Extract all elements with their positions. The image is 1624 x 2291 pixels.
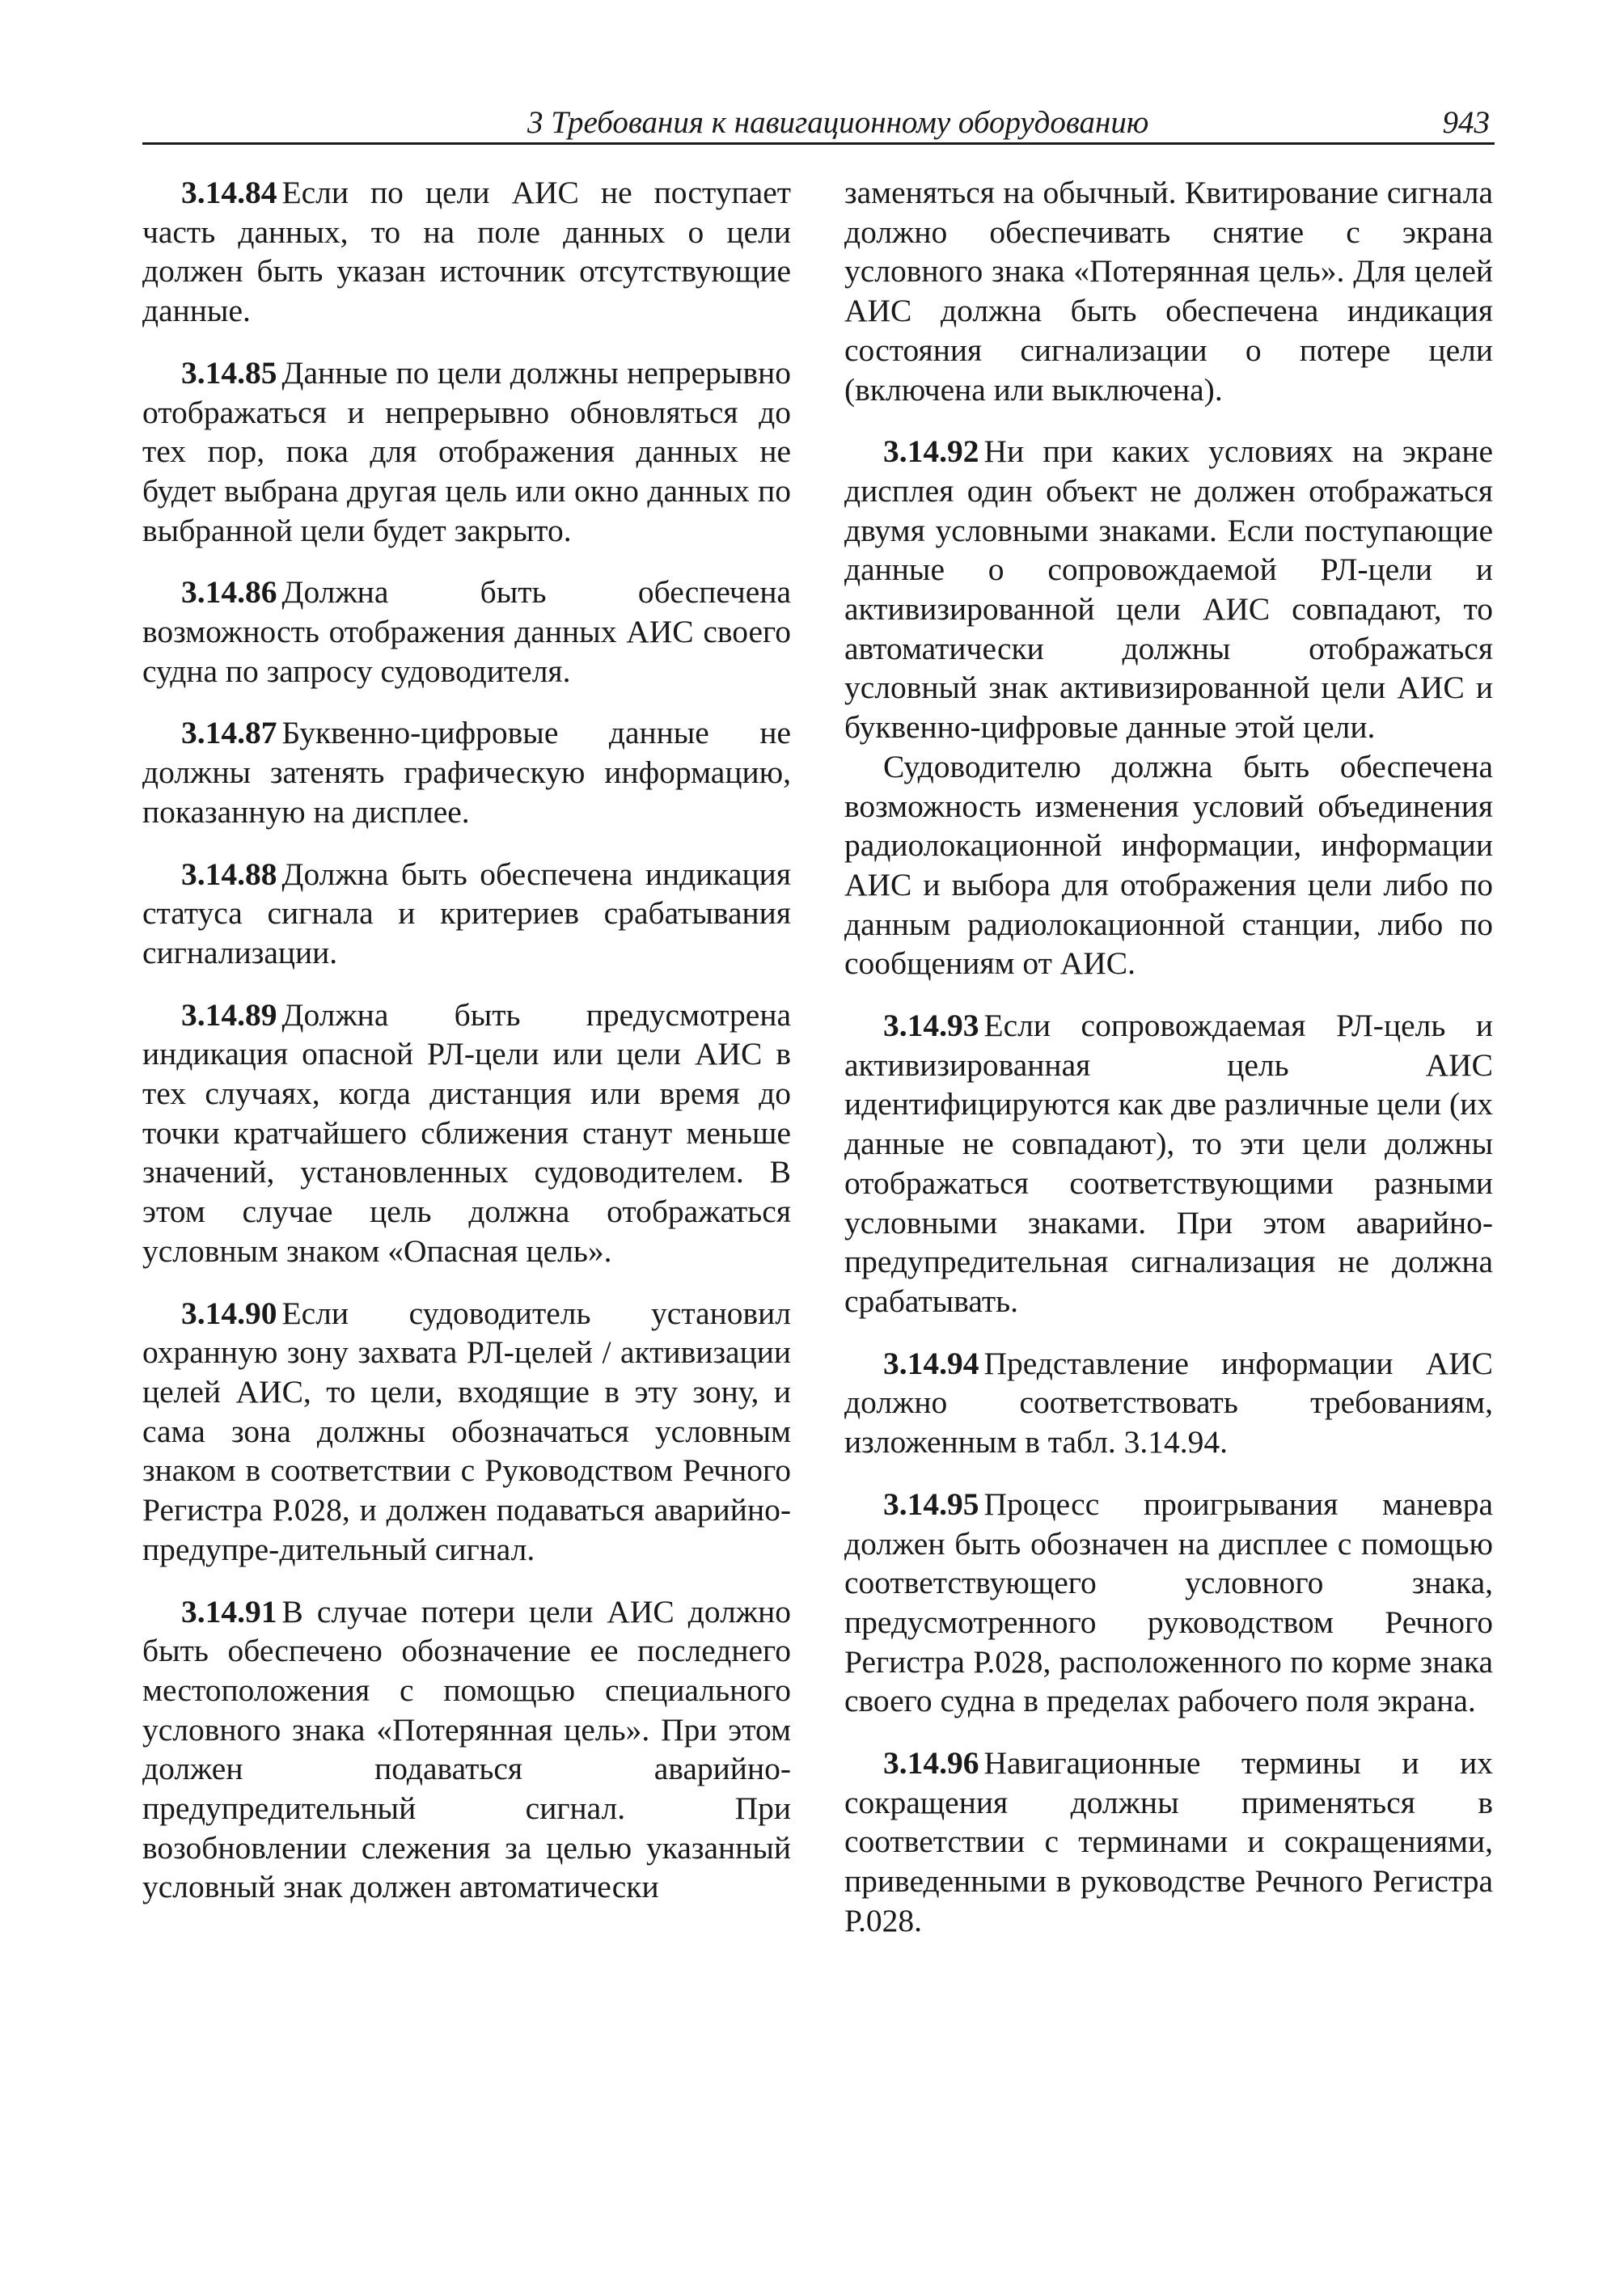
clause-number: 3.14.89: [181, 996, 277, 1033]
clause-text: Должна быть предусмотрена индикация опасной РЛ-цели или цели АИС в тех случаях, когда дистанция или время до точки кратчайшего сближения станут меньше значений, установленных судоводителем. В этом случае цель должна отображаться условным знаком «Опасная цель».: [142, 996, 791, 1269]
clause-text: Навигационные термины и их сокращения должны применяться в соответствии с терминами и сокращениями, приведенными в руководстве Речного Регистра Р.028.: [844, 1745, 1493, 1938]
paragraph-3-14-84: [142, 173, 791, 331]
paragraph-3-14-95: [844, 1485, 1493, 1721]
clause-number: 3.14.85: [181, 354, 277, 391]
clause-text: Если сопровождаемая РЛ-цель и активизированная цель АИС идентифицируются как две различные цели (их данные не совпадают), то эти цели должны отображаться соответствующими разными условными знаками. При этом аварийно-предупредительная сигнализация не должна срабатывать.: [844, 1008, 1493, 1319]
clause-text: Если судоводитель установил охранную зону захвата РЛ-целей / активизации целей АИС, то цели, входящие в эту зону, и сама зона должны обозначаться условным знаком в соответствии с Руководством Речного Регистра Р.028, и должен подаваться аварийно-предупре-дительный сигнал.: [142, 1295, 791, 1567]
right-column: [844, 173, 1493, 1941]
page-header: [142, 104, 1495, 145]
clause-text: Ни при каких условиях на экране дисплея один объект не должен отображаться двумя условными знаками. Если поступающие данные о сопровождаемой РЛ-цели и активизированной цели АИС совпадают, то автоматически должны отображаться условный знак активизированной цели АИС и буквенно-цифровые данные этой цели.: [844, 433, 1493, 746]
clause-number: 3.14.96: [883, 1745, 979, 1782]
paragraph-3-14-86: [142, 573, 791, 691]
paragraph-3-14-93: [844, 1006, 1493, 1321]
page-number: 943: [1442, 105, 1490, 140]
clause-text: Должна быть обеспечена возможность отображения данных АИС своего судна по запросу судоводителя.: [142, 574, 791, 689]
clause-text: Если по цели АИС не поступает часть данных, то на поле данных о цели должен быть указан источник отсутствующие данные.: [142, 175, 791, 329]
paragraph-3-14-96: [844, 1744, 1493, 1941]
clause-number: 3.14.90: [181, 1295, 277, 1331]
paragraph-3-14-91: [142, 1592, 791, 1908]
clause-text: Представление информации АИС должно соответствовать требованиям, изложенным в табл. 3.14.94.: [844, 1345, 1493, 1460]
paragraph-3-14-85: [142, 353, 791, 551]
clause-number: 3.14.92: [883, 433, 979, 470]
paragraph-3-14-91-continuation: заменяться на обычный. Квитирование сигнала должно обеспечивать снятие с экрана условного знака «Потерянная цель». Для целей АИС должна быть обеспечена индикация состояния сигнализации о потере цели (включена или выключена).: [844, 175, 1493, 408]
running-title: 3 Требования к навигационному оборудованию: [527, 105, 1149, 140]
clause-number: 3.14.93: [883, 1008, 979, 1044]
clause-number: 3.14.91: [181, 1593, 277, 1629]
clause-number: 3.14.84: [181, 175, 277, 210]
clause-number: 3.14.86: [181, 574, 277, 611]
paragraph-3-14-87: [142, 713, 791, 831]
left-column: [142, 173, 791, 1907]
clause-text: Данные по цели должны непрерывно отображаться и непрерывно обновляться до тех пор, пока для отображения данных не будет выбрана другая цель или окно данных по выбранной цели будет закрыто.: [142, 354, 791, 548]
clause-text: Должна быть обеспечена индикация статуса сигнала и критериев срабатывания сигнализации.: [142, 856, 791, 970]
clause-number: 3.14.94: [883, 1345, 979, 1381]
paragraph-aggregation-options: Судоводителю должна быть обеспечена возможность изменения условий объединения радиолокационной информации, информации АИС и выбора для отображения цели либо по данным радиолокационной станции, либо по сообщениям от АИС.: [844, 748, 1493, 982]
paragraph-3-14-89: [142, 995, 791, 1271]
paragraph-3-14-90: [142, 1294, 791, 1570]
paragraph-3-14-88: [142, 855, 791, 973]
paragraph-3-14-94: [844, 1344, 1493, 1462]
clause-number: 3.14.88: [181, 856, 277, 892]
clause-number: 3.14.87: [181, 715, 277, 751]
clause-number: 3.14.95: [883, 1486, 979, 1522]
clause-text: Буквенно-цифровые данные не должны затенять графическую информацию, показанную на дисплее.: [142, 715, 791, 830]
paragraph-3-14-92: [844, 432, 1493, 747]
clause-text: Процесс проигрывания маневра должен быть обозначен на дисплее с помощью соответствующего условного знака, предусмотренного руководством Речного Регистра Р.028, расположенного по корме знака своего судна в пределах рабочего поля экрана.: [844, 1486, 1493, 1719]
clause-text: В случае потери цели АИС должно быть обеспечено обозначение ее последнего местоположения с помощью специального условного знака «Потерянная цель». При этом должен подаваться аварийно-предупредительный сигнал. При возобновлении слежения за целью указанный условный знак должен автоматически: [142, 1593, 791, 1905]
